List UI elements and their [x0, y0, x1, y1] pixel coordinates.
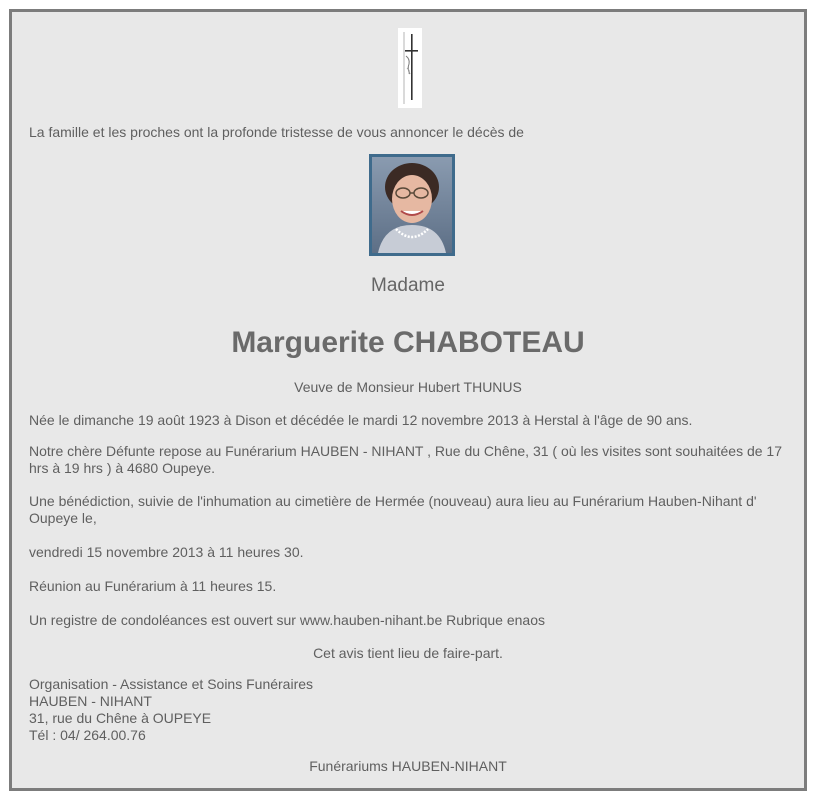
ceremony-date: vendredi 15 novembre 2013 à 11 heures 30. — [29, 544, 304, 560]
organisation-address: 31, rue du Chêne à OUPEYE — [29, 710, 212, 726]
cross-icon — [398, 28, 422, 108]
organisation-phone: Tél : 04/ 264.00.76 — [29, 727, 146, 743]
register-text: Un registre de condoléances est ouvert sur www.hauben-nihant.be Rubrique enaos — [29, 612, 545, 628]
birth-death-text: Née le dimanche 19 août 1923 à Dison et décédée le mardi 12 novembre 2013 à Herstal à l'âge de 90 ans. — [29, 412, 693, 428]
blessing-text: Une bénédiction, suivie de l'inhumation au cimetière de Hermée (nouveau) aura lieu au Funérarium Hauben-Nihant d' Oupeye le, — [29, 493, 757, 526]
footer-text: Funérariums HAUBEN-NIHANT — [309, 758, 507, 774]
deceased-name: Marguerite CHABOTEAU — [231, 326, 585, 359]
meeting-text: Réunion au Funérarium à 11 heures 15. — [29, 578, 277, 594]
notice-text: Cet avis tient lieu de faire-part. — [313, 645, 503, 661]
honorific-title: Madame — [371, 275, 445, 296]
organisation-line: Organisation - Assistance et Soins Funéraires — [29, 676, 314, 692]
organisation-block — [29, 676, 799, 744]
intro-text: La famille et les proches ont la profonde tristesse de vous annoncer le décès de — [29, 124, 524, 140]
obituary-frame — [9, 9, 807, 791]
rest-text: Notre chère Défunte repose au Funérarium HAUBEN - NIHANT , Rue du Chêne, 31 ( où les visites sont souhaitées de 17 hrs à 19 hrs ) à 4680 Oupeye. — [29, 443, 783, 476]
widow-line: Veuve de Monsieur Hubert THUNUS — [294, 379, 522, 395]
portrait-photo — [369, 154, 455, 256]
organisation-name: HAUBEN - NIHANT — [29, 693, 152, 709]
